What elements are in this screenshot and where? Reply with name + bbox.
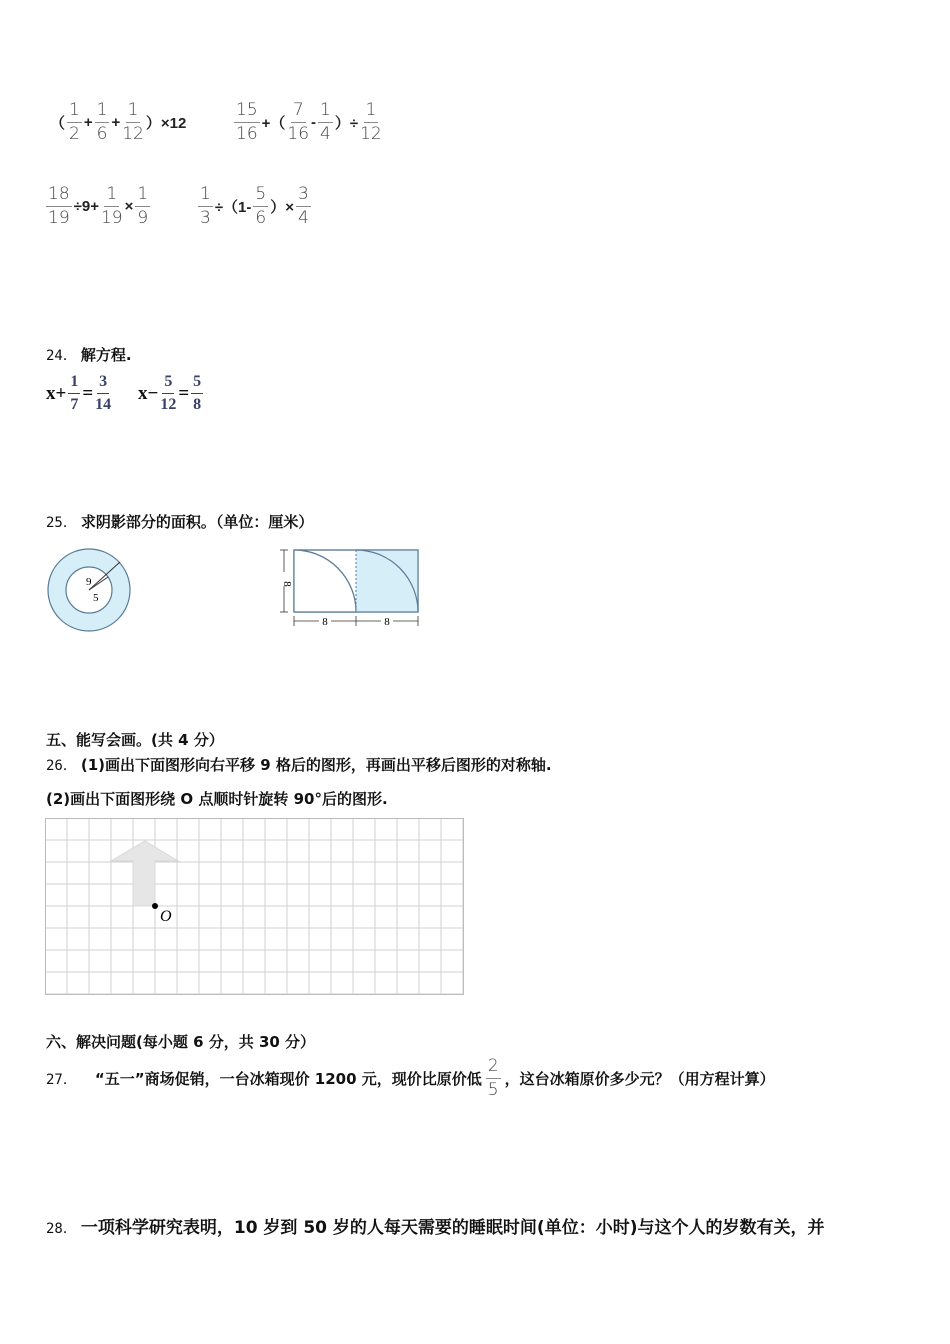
operator: + [83, 114, 93, 131]
fraction: $\frac{1}{3}$ [200, 184, 211, 228]
inner-radius-label: 5 [93, 592, 99, 604]
calc-expression-3 [46, 186, 150, 227]
height-label: 8 [281, 581, 293, 587]
question-27 [46, 1058, 775, 1099]
section-6-title: 六、解决问题(每小题 6 分，共 30 分） [46, 1033, 316, 1051]
fraction: $\frac{1}{6}$ [96, 100, 108, 144]
question-text-after: ，这台冰箱原价多少元？（用方程计算） [504, 1070, 775, 1088]
question-28 [46, 1213, 824, 1238]
fraction: $\frac{3}{4}$ [298, 184, 309, 228]
quarter-circle-figure [275, 544, 425, 630]
fraction: $\frac{1}{9}$ [137, 184, 149, 228]
fraction: $\frac{1}{12}$ [122, 100, 144, 144]
calc-expression-2 [234, 102, 382, 143]
fraction: $\frac{7}{16}$ [287, 100, 310, 144]
fraction: $\frac{1}{4}$ [320, 100, 331, 144]
question-title: 求阴影部分的面积。（单位：厘米） [80, 513, 314, 531]
question-26-part2: (2)画出下面图形绕 O 点顺时针旋转 90°后的图形. [46, 790, 388, 808]
calc-expression-1 [50, 102, 186, 143]
operator: ÷9+ [73, 198, 99, 215]
question-24-heading [46, 344, 132, 365]
arrow-shape [111, 841, 178, 906]
point-o-label: O [160, 908, 172, 925]
outer-radius-label: 9 [86, 576, 92, 588]
right-width-label: 8 [384, 616, 390, 628]
point-o [152, 903, 158, 909]
ring-figure [40, 546, 140, 636]
grid-lines [45, 818, 464, 995]
fraction: $\frac{15}{16}$ [236, 100, 258, 144]
question-number: 26． [46, 758, 77, 774]
operator: +（ [261, 115, 286, 132]
operator: ）× [270, 199, 294, 216]
question-number: 24． [46, 348, 77, 364]
operator: × [124, 198, 134, 215]
operator: - [311, 114, 317, 131]
fraction: $\frac{18}{19}$ [48, 184, 70, 228]
question-title: 解方程. [80, 346, 132, 364]
question-number: 27． [46, 1071, 77, 1088]
fraction: $\frac{5}{12}$ [160, 373, 177, 413]
question-text-before: “五一”商场促销，一台冰箱现价 1200 元，现价比原价低 [94, 1070, 482, 1088]
fraction: $\frac{5}{8}$ [193, 373, 202, 413]
fraction: $\frac{1}{2}$ [69, 100, 80, 144]
equation-lhs: x+ [46, 382, 67, 404]
drawing-grid [45, 818, 465, 996]
calc-expression-4 [198, 186, 311, 227]
equals-sign: = [82, 382, 94, 404]
operator: ）×12 [145, 115, 187, 132]
operator: ÷（1- [214, 199, 252, 216]
question-text: (1)画出下面图形向右平移 9 格后的图形，再画出平移后图形的对称轴. [80, 756, 552, 774]
section-5-title: 五、能写会画。(共 4 分） [46, 731, 224, 749]
fraction: $\frac{3}{14}$ [95, 373, 112, 413]
equation-1 [46, 374, 111, 413]
equation-2 [138, 374, 203, 413]
operator: ）÷ [334, 115, 359, 132]
question-number: 25． [46, 515, 77, 531]
equals-sign: = [178, 382, 190, 404]
fraction: $\frac{1}{7}$ [70, 373, 79, 413]
left-unshaded-region [294, 550, 356, 612]
equation-lhs: x− [138, 382, 159, 404]
question-number: 28． [46, 1221, 77, 1237]
question-text: 一项科学研究表明，10 岁到 50 岁的人每天需要的睡眠时间(单位：小时)与这个人的岁数有关，并 [80, 1218, 825, 1238]
question-26-part1 [46, 754, 552, 775]
fraction: $\frac{5}{6}$ [255, 184, 267, 228]
operator: + [111, 114, 121, 131]
open-paren: （ [50, 115, 66, 132]
left-width-label: 8 [322, 616, 328, 628]
right-square-shade [356, 550, 418, 612]
fraction: $\frac{2}{5}$ [487, 1056, 499, 1100]
fraction: $\frac{1}{12}$ [360, 100, 382, 144]
question-25-heading [46, 511, 313, 532]
fraction: $\frac{1}{19}$ [100, 184, 123, 228]
